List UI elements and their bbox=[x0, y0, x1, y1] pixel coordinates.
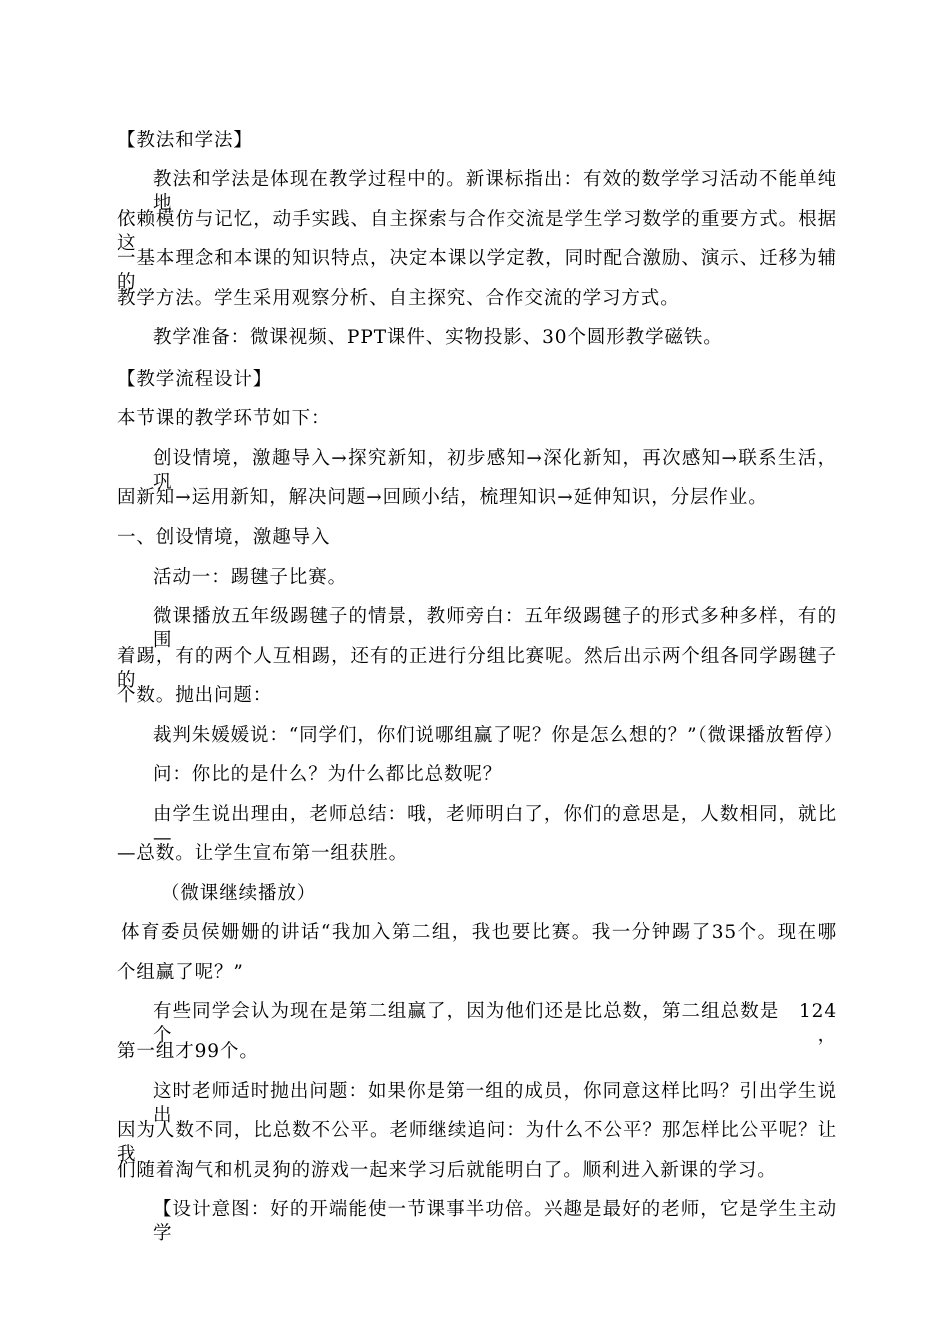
paragraph-line: —总数。让学生宣布第一组获胜。 bbox=[117, 843, 409, 864]
paragraph-line: 由学生说出理由，老师总结：哦，老师明白了，你们的意思是，人数相同，就比— bbox=[153, 804, 837, 849]
paragraph-line: 问：你比的是什么？为什么都比总数呢？ bbox=[153, 764, 503, 785]
paragraph-line: 们随着淘气和机灵狗的游戏一起来学习后就能明白了。顺利进入新课的学习。 bbox=[117, 1160, 777, 1181]
paragraph-line: 因为人数不同，比总数不公平。老师继续追问：为什么不公平？那怎样比公平呢？让我 bbox=[117, 1120, 837, 1165]
subsection-heading: 一、创设情境，激趣导入 bbox=[117, 527, 331, 548]
paragraph-line: 裁判朱媛媛说：“同学们，你们说哪组赢了呢？你是怎么想的？”（微课播放暂停） bbox=[153, 725, 844, 746]
teaching-preparation-line: 教学准备：微课视频、PPT课件、实物投影、30个圆形教学磁铁。 bbox=[153, 327, 723, 348]
design-intent-line: 【设计意图：好的开端能使一节课事半功倍。兴趣是最好的老师，它是学生主动学 bbox=[153, 1199, 837, 1244]
paragraph-line: 依赖模仿与记忆，动手实践、自主探索与合作交流是学生学习数学的重要方式。根据这 bbox=[117, 209, 837, 254]
paragraph-line: 微课播放五年级踢毽子的情景，教师旁白：五年级踢毽子的形式多种多样，有的围 bbox=[153, 606, 837, 651]
paragraph-line: 个数。抛出问题： bbox=[117, 685, 273, 706]
paragraph-line: 教学方法。学生采用观察分析、自主探究、合作交流的学习方式。 bbox=[117, 288, 680, 309]
paragraph-line: 体育委员侯姗姗的讲话“我加入第二组，我也要比赛。我一分钟踢了35个。现在哪 bbox=[121, 922, 837, 943]
section-heading-teaching-methods: 【教法和学法】 bbox=[117, 130, 253, 151]
paragraph-line: （微课继续播放） bbox=[161, 883, 317, 904]
paragraph-line: 创设情境，激趣导入→探究新知，初步感知→深化新知，再次感知→联系生活，巩 bbox=[153, 448, 837, 493]
paragraph-line: 一基本理念和本课的知识特点，决定本课以学定教，同时配合激励、演示、迁移为辅的 bbox=[117, 248, 837, 293]
paragraph-line: 教法和学法是体现在教学过程中的。新课标指出：有效的数学学习活动不能单纯地 bbox=[153, 169, 837, 214]
paragraph-line: 着踢，有的两个人互相踢，还有的正进行分组比赛呢。然后出示两个组各同学踢毽子的 bbox=[117, 646, 837, 691]
paragraph-line: 固新知→运用新知，解决问题→回顾小结，梳理知识→延伸知识，分层作业。 bbox=[117, 487, 768, 508]
paragraph-line: 个组赢了呢？” bbox=[117, 962, 244, 983]
paragraph-line: 第一组才99个。 bbox=[117, 1041, 259, 1062]
section-heading-teaching-flow: 【教学流程设计】 bbox=[117, 369, 273, 390]
paragraph-line: 有些同学会认为现在是第二组赢了，因为他们还是比总数，第二组总数是 124个， bbox=[153, 1001, 837, 1046]
paragraph-line: 本节课的教学环节如下： bbox=[117, 408, 331, 429]
paragraph-line: 这时老师适时抛出问题：如果你是第一组的成员，你同意这样比吗？引出学生说出 bbox=[153, 1081, 837, 1126]
activity-title: 活动一：踢毽子比赛。 bbox=[153, 567, 348, 588]
